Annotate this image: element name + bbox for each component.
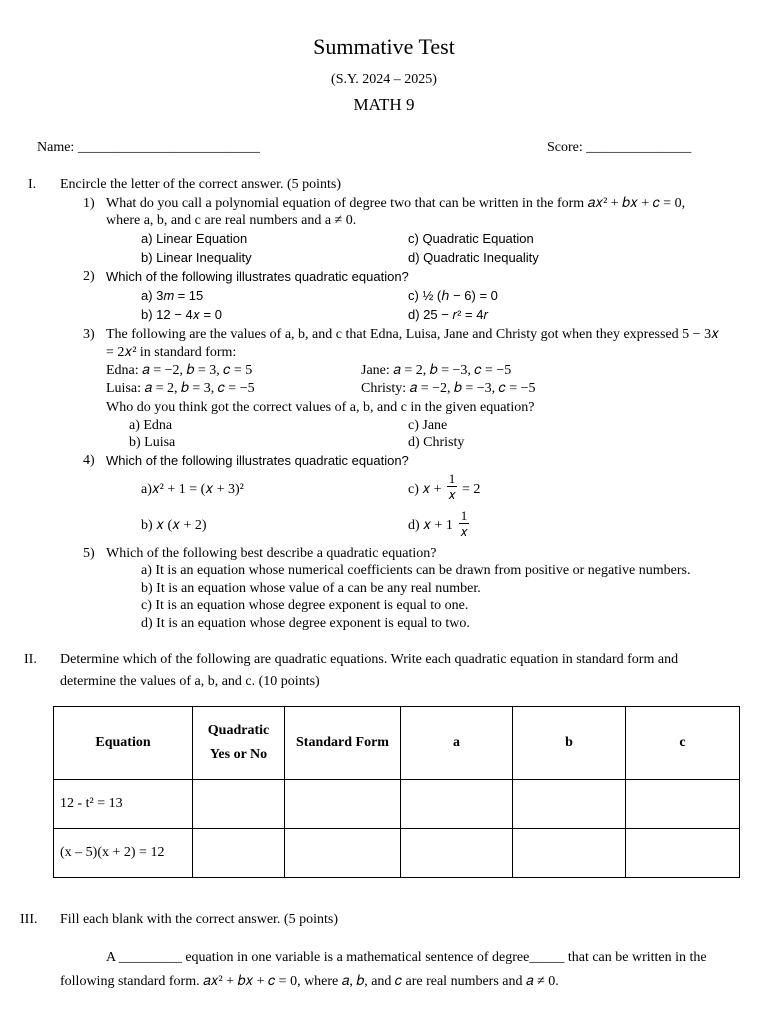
a-value-cell[interactable] — [401, 780, 513, 829]
q2-choice-c: c) ½ (ℎ − 6) = 0 — [408, 288, 498, 303]
school-year: (S.Y. 2024 – 2025) — [331, 72, 437, 87]
header-quadratic-line1: Quadratic — [207, 723, 270, 738]
equation-cell: 12 - t² = 13 — [54, 780, 193, 829]
header-quadratic — [193, 707, 285, 780]
a-value-cell[interactable] — [401, 829, 513, 878]
part3-numeral: III. — [20, 912, 38, 927]
q5-choice-d: d) It is an equation whose degree exponent is equal to two. — [141, 616, 470, 631]
q4-number: 4) — [83, 453, 95, 468]
part3-instruction: Fill each blank with the correct answer. (5 points) — [60, 912, 338, 927]
q1-choice-b: b) Linear Inequality — [141, 250, 252, 265]
q4-d-numerator: 1 — [460, 508, 468, 523]
q3-edna: Edna: 𝑎 = −2, 𝑏 = 3, 𝑐 = 5 — [106, 363, 253, 378]
q5-choice-c: c) It is an equation whose degree exponent is equal to one. — [141, 598, 469, 613]
part2-numeral: II. — [24, 652, 37, 667]
part3-statement-line1: A _________ equation in one variable is a mathematical sentence of degree_____ that can be written in the — [106, 950, 707, 965]
part2-instruction-line2: determine the values of a, b, and c. (10 points) — [60, 674, 320, 689]
q3-choice-c: c) Jane — [408, 418, 448, 433]
header-b: b — [513, 707, 626, 780]
header-standard-form: Standard Form — [285, 707, 401, 780]
q5-choice-b: b) It is an equation whose value of a can be any real number. — [141, 581, 481, 596]
standard-form-cell[interactable] — [285, 780, 401, 829]
q4-stem: Which of the following illustrates quadratic equation? — [106, 453, 409, 468]
score-field: Score: _______________ — [547, 140, 692, 155]
q1-choice-c: c) Quadratic Equation — [408, 231, 534, 246]
q4-choice-c: c) 𝑥 + — [408, 482, 442, 497]
q3-stem-line2: = 2𝑥² in standard form: — [106, 345, 237, 360]
answer-table — [53, 706, 740, 878]
q4-choice-a: a)𝑥² + 1 = (𝑥 + 3)² — [141, 482, 244, 497]
q4-c-denominator: 𝑥 — [448, 487, 456, 502]
standard-form-cell[interactable] — [285, 829, 401, 878]
q4-d-denominator: 𝑥 — [460, 524, 468, 539]
table-row — [54, 780, 740, 829]
subject-title: MATH 9 — [353, 95, 415, 114]
quadratic-answer-cell[interactable] — [193, 829, 285, 878]
part1-instruction: Encircle the letter of the correct answer. (5 points) — [60, 177, 342, 192]
q3-number: 3) — [83, 327, 95, 342]
q3-christy: Christy: 𝑎 = −2, 𝑏 = −3, 𝑐 = −5 — [361, 381, 536, 396]
q3-choice-a: a) Edna — [129, 418, 173, 433]
q4-c-numerator: 1 — [448, 471, 456, 486]
name-field: Name: __________________________ — [37, 140, 260, 155]
q3-stem-line1: The following are the values of a, b, and c that Edna, Luisa, Jane and Christy got when they expressed 5 − 3𝑥 — [106, 327, 719, 342]
part3-statement-line2: following standard form. 𝑎𝑥² + 𝑏𝑥 + 𝑐 = 0, where 𝑎, 𝑏, and 𝑐 are real numbers and 𝑎 ≠ 0. — [60, 974, 559, 989]
header-c: c — [626, 707, 740, 780]
table-header-row — [54, 707, 740, 780]
part1-numeral: I. — [28, 177, 37, 192]
q3-luisa: Luisa: 𝑎 = 2, 𝑏 = 3, 𝑐 = −5 — [106, 381, 255, 396]
header-equation: Equation — [54, 707, 193, 780]
q4-choice-b: b) 𝑥 (𝑥 + 2) — [141, 518, 207, 533]
q2-choice-b: b) 12 − 4𝑥 = 0 — [141, 307, 222, 322]
q1-stem-line1: What do you call a polynomial equation of degree two that can be written in the form 𝑎𝑥² + 𝑏𝑥 + 𝑐 = 0, — [106, 196, 686, 211]
q1-stem-line2: where a, b, and c are real numbers and a ≠ 0. — [106, 213, 357, 228]
q1-choice-a: a) Linear Equation — [141, 231, 248, 246]
q3-question: Who do you think got the correct values of a, b, and c in the given equation? — [106, 400, 535, 415]
q2-choice-d: d) 25 − 𝑟² = 4𝑟 — [408, 307, 489, 322]
q5-number: 5) — [83, 546, 95, 561]
header-a: a — [401, 707, 513, 780]
q4-choice-c-tail: = 2 — [462, 482, 481, 497]
q2-number: 2) — [83, 269, 95, 284]
header-quadratic-line2: Yes or No — [209, 747, 268, 762]
q1-number: 1) — [83, 196, 95, 211]
q2-stem: Which of the following illustrates quadratic equation? — [106, 269, 409, 284]
c-value-cell[interactable] — [626, 829, 740, 878]
page-title: Summative Test — [313, 34, 455, 59]
c-value-cell[interactable] — [626, 780, 740, 829]
q2-choice-a: a) 3𝑚 = 15 — [141, 288, 204, 303]
part2-instruction-line1: Determine which of the following are quadratic equations. Write each quadratic equation in standard form and — [60, 652, 679, 667]
q3-choice-d: d) Christy — [408, 435, 465, 450]
q3-choice-b: b) Luisa — [129, 435, 176, 450]
q4-choice-d: d) 𝑥 + 1 — [408, 518, 453, 533]
quadratic-answer-cell[interactable] — [193, 780, 285, 829]
table-row — [54, 829, 740, 878]
q5-choice-a: a) It is an equation whose numerical coefficients can be drawn from positive or negative numbers. — [141, 563, 691, 578]
q4-choice-c-fraction — [447, 472, 457, 501]
q4-choice-d-fraction — [459, 509, 469, 538]
q1-choice-d: d) Quadratic Inequality — [408, 250, 539, 265]
equation-cell: (x – 5)(x + 2) = 12 — [54, 829, 193, 878]
b-value-cell[interactable] — [513, 829, 626, 878]
q5-stem: Which of the following best describe a quadratic equation? — [106, 546, 437, 561]
q3-jane: Jane: 𝑎 = 2, 𝑏 = −3, 𝑐 = −5 — [361, 363, 512, 378]
b-value-cell[interactable] — [513, 780, 626, 829]
